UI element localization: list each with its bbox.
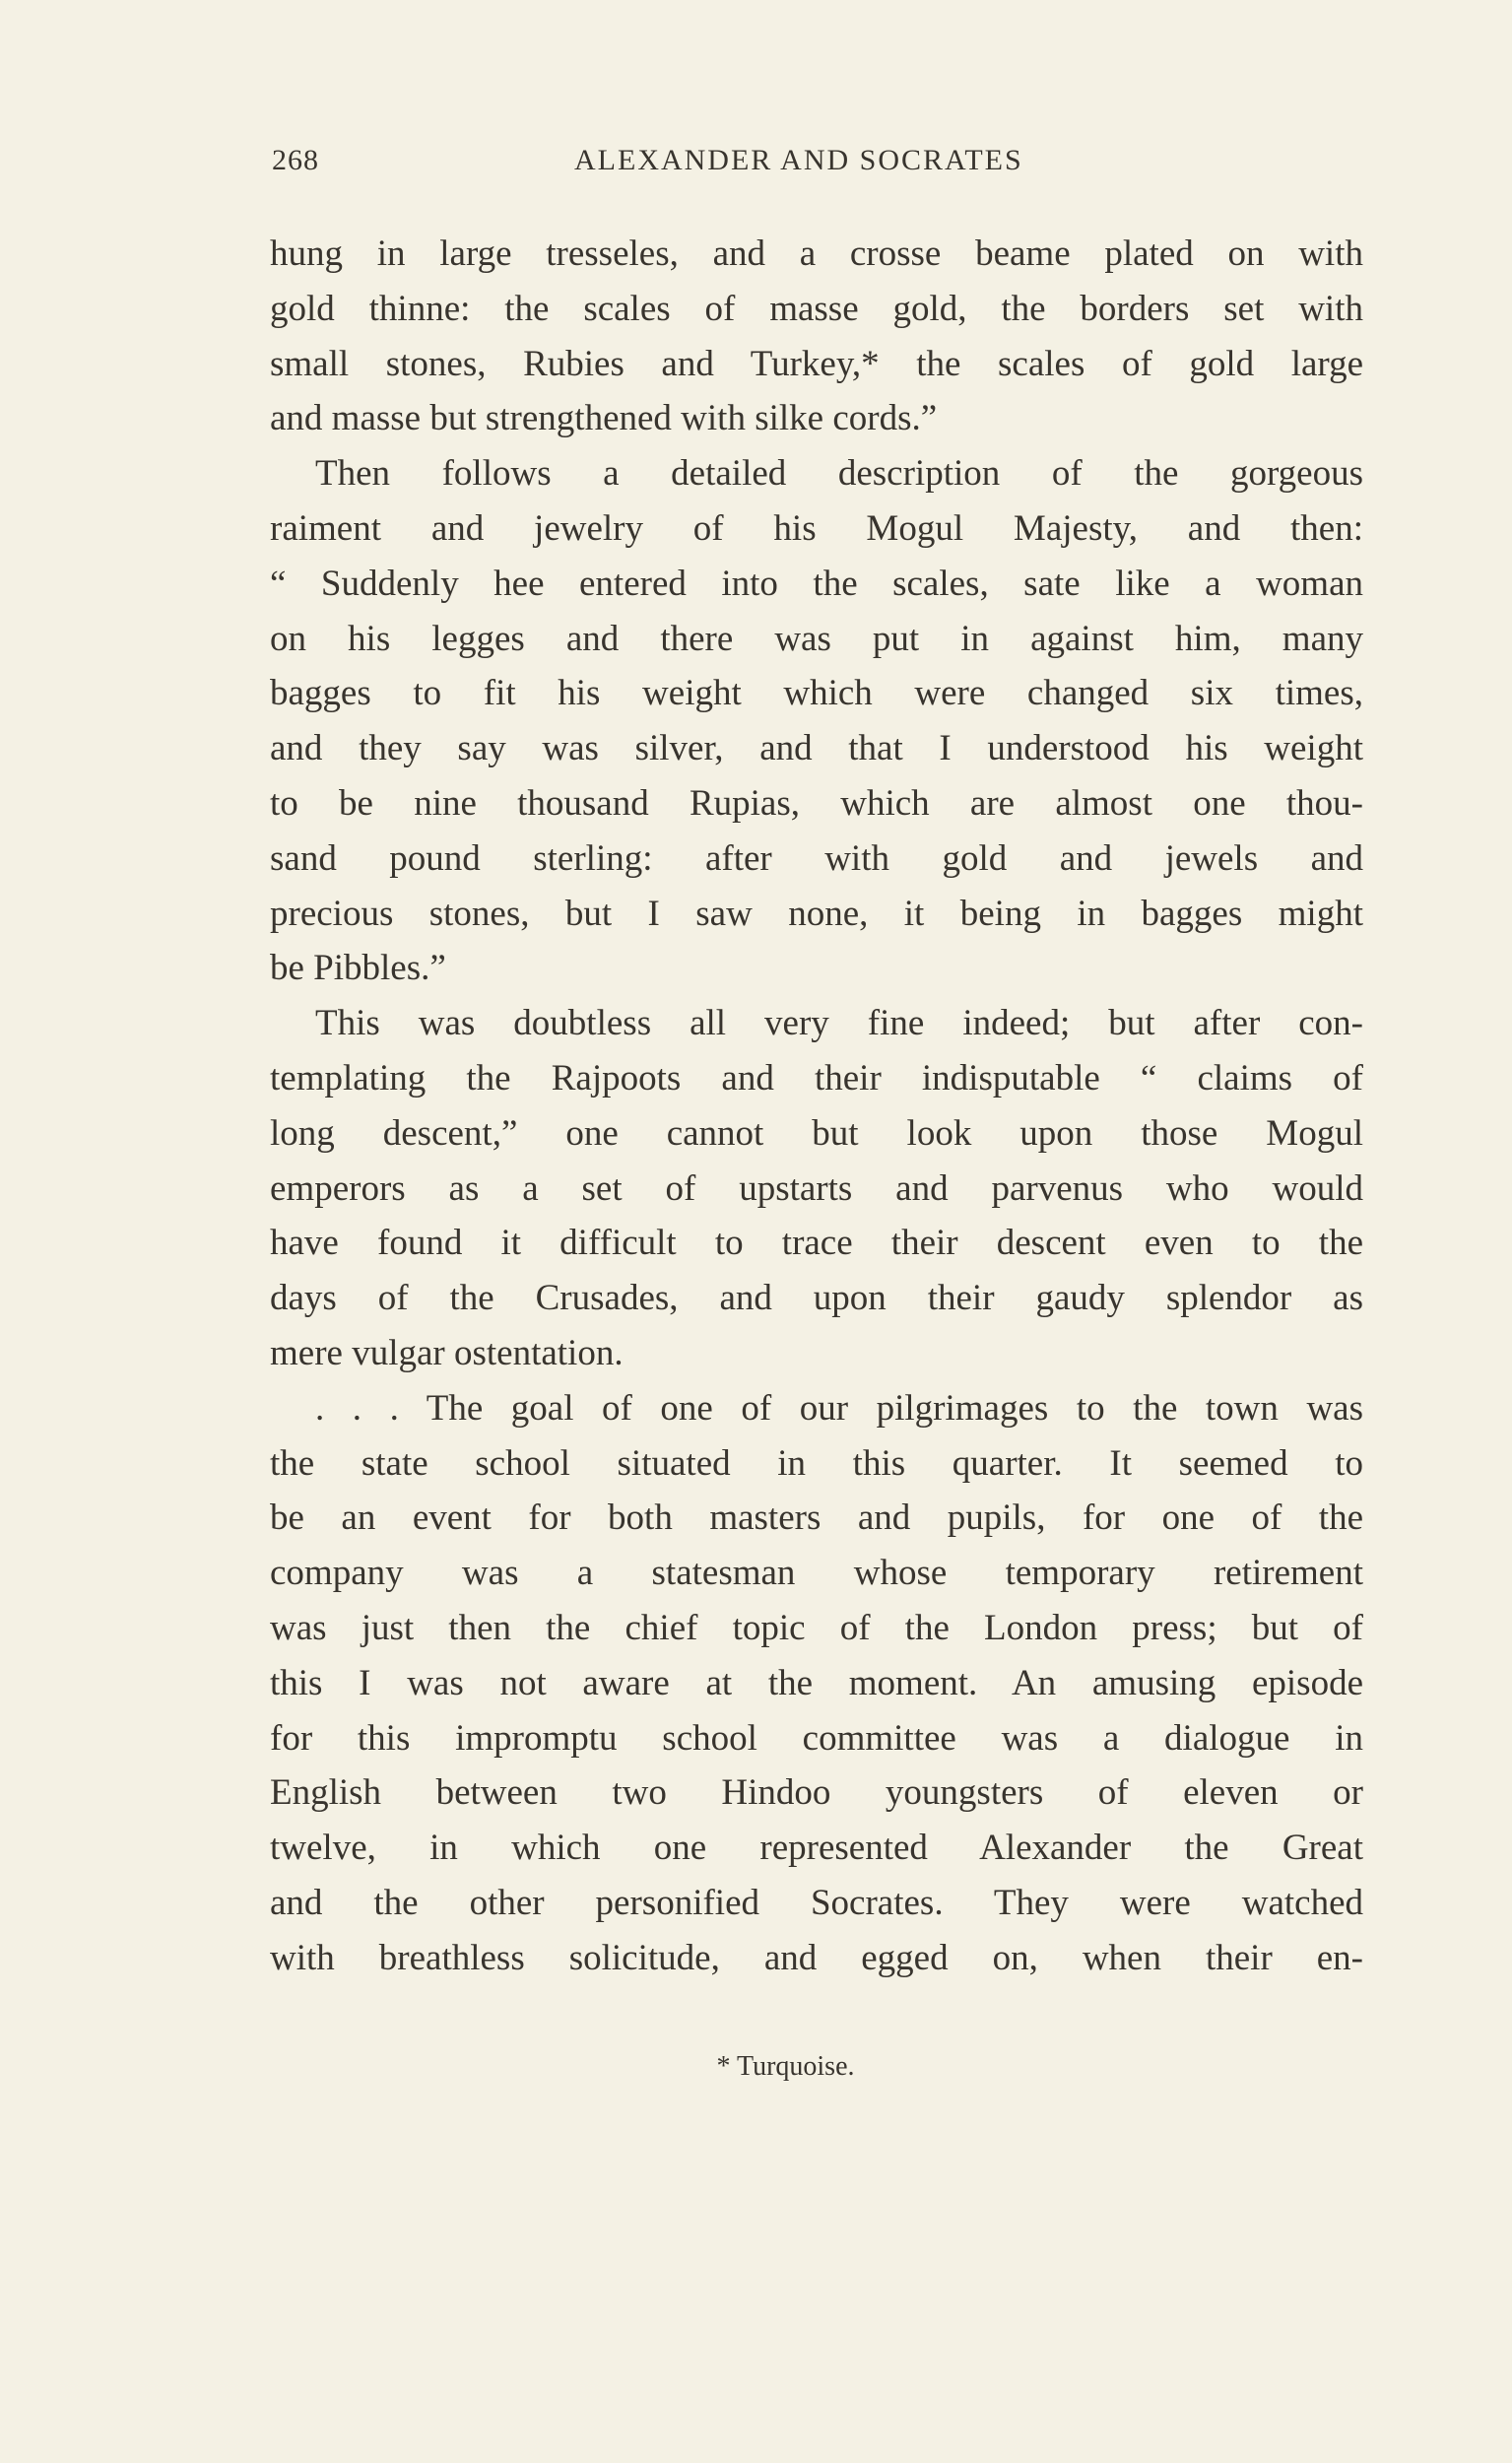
text-line: . . . The goal of one of our pilgrimages to the town was bbox=[315, 1387, 1363, 1429]
text-line: This was doubtless all very fine indeed; but after con- bbox=[315, 1003, 1363, 1044]
text-line: Then follows a detailed description of the gorgeous bbox=[315, 453, 1363, 495]
body-text bbox=[270, 227, 1363, 1986]
text-line: and they say was silver, and that I understood his weight bbox=[270, 728, 1363, 769]
text-line: to be nine thousand Rupias, which are almost one thou- bbox=[270, 782, 1363, 824]
text-line: hung in large tresseles, and a crosse beame plated on with bbox=[270, 233, 1363, 274]
text-line: templating the Rajpoots and their indisputable “ claims of bbox=[270, 1057, 1363, 1098]
text-line: for this impromptu school committee was a dialogue in bbox=[270, 1717, 1363, 1759]
text-line: twelve, in which one represented Alexander the Great bbox=[270, 1828, 1363, 1869]
text-line: precious stones, but I saw none, it being in bagges might bbox=[270, 893, 1363, 934]
text-line: with breathless solicitude, and egged on, when their en- bbox=[270, 1937, 1363, 1978]
text-line: and the other personified Socrates. They were watched bbox=[270, 1882, 1363, 1923]
page-number: 268 bbox=[272, 144, 319, 176]
text-line: mere vulgar ostentation. bbox=[270, 1332, 624, 1373]
text-line: small stones, Rubies and Turkey,* the scales of gold large bbox=[270, 343, 1363, 384]
text-line: the state school situated in this quarter. It seemed to bbox=[270, 1442, 1363, 1484]
text-line: on his legges and there was put in against him, many bbox=[270, 618, 1363, 659]
text-line: emperors as a set of upstarts and parvenus who would bbox=[270, 1167, 1363, 1209]
footnote: * Turquoise. bbox=[716, 2051, 855, 2082]
text-line: English between two Hindoo youngsters of eleven or bbox=[270, 1772, 1363, 1814]
text-line: long descent,” one cannot but look upon those Mogul bbox=[270, 1112, 1363, 1154]
text-line: this I was not aware at the moment. An amusing episode bbox=[270, 1662, 1363, 1703]
text-line: “ Suddenly hee entered into the scales, sate like a woman bbox=[270, 563, 1363, 604]
text-line: was just then the chief topic of the London press; but of bbox=[270, 1607, 1363, 1648]
running-head: ALEXANDER AND SOCRATES bbox=[574, 144, 1023, 176]
text-line: and masse but strengthened with silke cords.” bbox=[270, 398, 938, 439]
text-line: be Pibbles.” bbox=[270, 948, 446, 989]
text-line: days of the Crusades, and upon their gaudy splendor as bbox=[270, 1278, 1363, 1319]
text-line: raiment and jewelry of his Mogul Majesty, and then: bbox=[270, 507, 1363, 549]
text-line: gold thinne: the scales of masse gold, the borders set with bbox=[270, 288, 1363, 329]
text-line: company was a statesman whose temporary retirement bbox=[270, 1553, 1363, 1594]
text-line: be an event for both masters and pupils, for one of the bbox=[270, 1498, 1363, 1539]
text-line: bagges to fit his weight which were changed six times, bbox=[270, 673, 1363, 714]
text-line: have found it difficult to trace their descent even to the bbox=[270, 1223, 1363, 1264]
text-line: sand pound sterling: after with gold and jewels and bbox=[270, 837, 1363, 879]
